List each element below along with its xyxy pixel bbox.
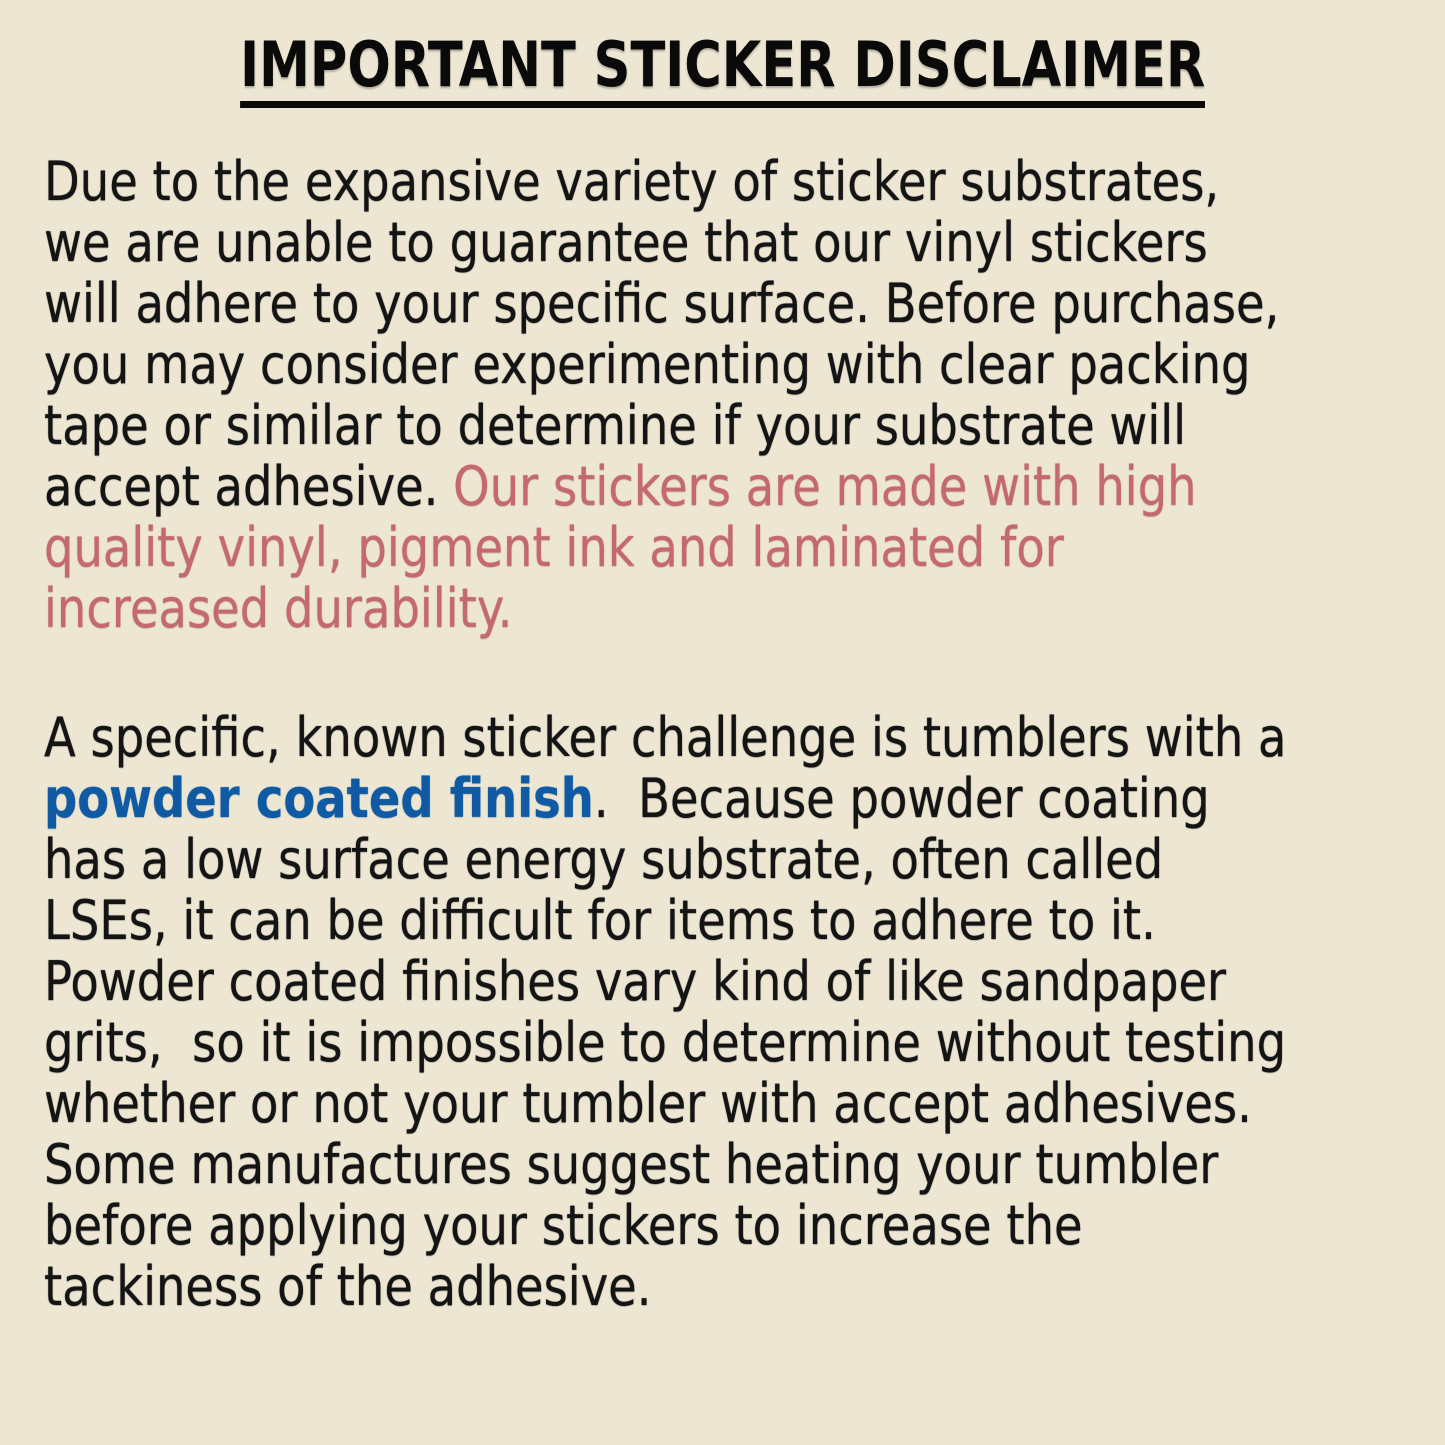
text-line [44,151,1279,212]
page-title: IMPORTANT STICKER DISCLAIMER [240,29,1205,108]
text-line [44,395,1279,456]
text-segment-body: has a low surface energy substrate, often called [44,828,1164,891]
text-line [44,578,1279,639]
text-segment-body: grits, so it is impossible to determine without testing [44,1011,1287,1074]
text-line [44,273,1279,334]
text-segment-red: Our stickers are made with high [453,455,1197,518]
text-line [44,890,1286,951]
text-segment-body: before applying your stickers to increase the [44,1194,1083,1257]
text-line [44,1012,1286,1073]
text-line [44,951,1286,1012]
text-segment-body: we are unable to guarantee that our vinyl stickers [44,211,1208,274]
text-line [44,517,1279,578]
text-segment-body: Some manufactures suggest heating your tumbler [44,1133,1219,1196]
text-line [44,707,1286,768]
text-segment-body: whether or not your tumbler with accept adhesives. [44,1072,1252,1135]
text-segment-red: increased durability. [44,577,513,640]
text-line [44,334,1279,395]
text-segment-blue: powder coated finish [44,767,594,830]
text-line [44,1256,1286,1317]
text-segment-body: accept adhesive. [44,455,454,518]
text-segment-body: LSEs, it can be difficult for items to adhere to it. [44,889,1156,952]
text-line [44,212,1279,273]
page-title-row [0,29,1445,108]
text-line [44,1195,1286,1256]
text-segment-body: will adhere to your specific surface. Before purchase, [44,272,1280,335]
text-line [44,456,1279,517]
text-line [44,1073,1286,1134]
text-segment-body: Due to the expansive variety of sticker substrates, [44,150,1220,213]
text-segment-body: you may consider experimenting with clear packing [44,333,1251,396]
text-line [44,1134,1286,1195]
text-segment-body: A specific, known sticker challenge is tumblers with a [44,706,1287,769]
text-segment-body: tape or similar to determine if your substrate will [44,394,1187,457]
text-segment-red: quality vinyl, pigment ink and laminated for [44,516,1064,579]
text-segment-body: tackiness of the adhesive. [44,1255,652,1318]
paragraph-substrate-disclaimer [44,151,1279,639]
text-segment-body: Powder coated finishes vary kind of like sandpaper [44,950,1227,1013]
text-segment-body: . Because powder coating [593,767,1210,830]
text-line [44,829,1286,890]
text-line [44,768,1286,829]
paragraph-powder-coat-warning [44,707,1286,1317]
